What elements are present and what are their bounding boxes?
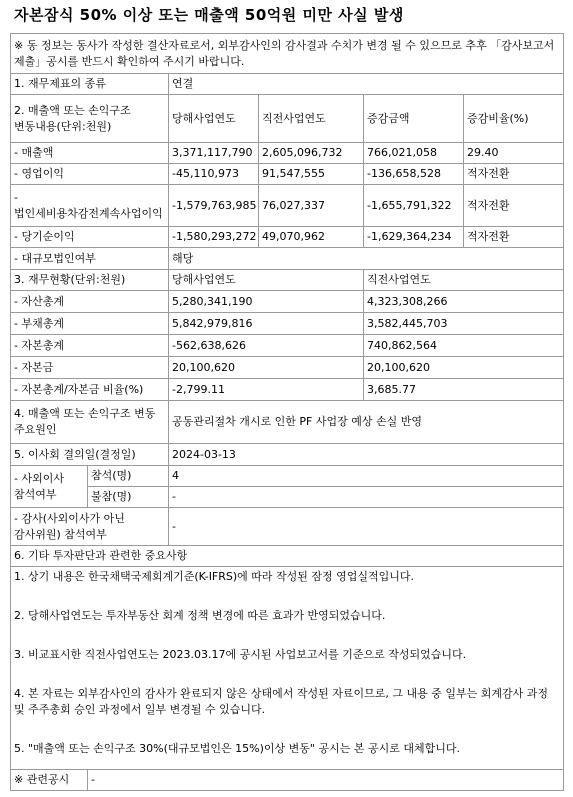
other-matters-item: 4. 본 자료는 외부감사인의 감사가 완료되지 않은 상태에서 작성된 자료이므로, 그 내용 중 일부는 회계감사 과정 및 주주총회 승인 과정에서 일부 변경될 수 있습니다. (14, 687, 548, 716)
cell-ratio: 29.40 (464, 143, 564, 164)
cell-current: 5,842,979,816 (169, 313, 364, 335)
financial-status-label: 3. 재무현황(단위:천원) (11, 270, 169, 291)
present-value: 4 (169, 466, 564, 487)
table-row (11, 313, 564, 335)
row-label: - 매출액 (11, 143, 169, 164)
cell-previous: 2,605,096,732 (259, 143, 364, 164)
cell-ratio: 적자전환 (464, 227, 564, 248)
table-row (11, 401, 564, 444)
table-row (11, 466, 564, 487)
table-row (11, 95, 564, 143)
cell-previous: 76,027,337 (259, 185, 364, 227)
col-header-current: 당해사업연도 (169, 95, 259, 143)
absent-label: 불참(명) (88, 487, 169, 508)
outside-director-label: - 사외이사 참석여부 (11, 466, 88, 508)
table-row (11, 143, 564, 164)
table-row (11, 567, 564, 770)
disclosure-table (10, 33, 564, 791)
related-disclosure-label: ※ 관련공시 (11, 770, 88, 791)
cell-current: -1,580,293,272 (169, 227, 259, 248)
col-header-previous: 직전사업연도 (364, 270, 564, 291)
table-row (11, 444, 564, 466)
notice-text: ※ 동 정보는 동사가 작성한 결산자료로서, 외부감사인의 감사결과 수치가 변경 될 수 있으므로 추후 「감사보고서 제출」공시를 반드시 확인하여 주시기 바랍니다. (11, 34, 564, 74)
change-cause-value: 공동관리절차 개시로 인한 PF 사업장 예상 손실 반영 (169, 401, 564, 444)
table-row (11, 164, 564, 185)
row-label: - 당기순이익 (11, 227, 169, 248)
cell-previous: 740,862,564 (364, 335, 564, 357)
cell-previous: 4,323,308,266 (364, 291, 564, 313)
col-header-diff: 증감금액 (364, 95, 464, 143)
cell-previous: 20,100,620 (364, 357, 564, 379)
cell-current: -1,579,763,985 (169, 185, 259, 227)
table-row (11, 291, 564, 313)
fs-type-value: 연결 (169, 74, 564, 95)
cell-ratio: 적자전환 (464, 185, 564, 227)
table-row (11, 379, 564, 401)
table-row (11, 508, 564, 546)
col-header-current: 당해사업연도 (169, 270, 364, 291)
table-row (11, 335, 564, 357)
fs-type-label: 1. 재무제표의 종류 (11, 74, 169, 95)
auditor-label: - 감사(사외이사가 아닌 감사위원) 참석여부 (11, 508, 169, 546)
row-label: - 자본총계 (11, 335, 169, 357)
table-row (11, 546, 564, 567)
page-title: 자본잠식 50% 이상 또는 매출액 50억원 미만 사실 발생 (14, 6, 404, 24)
cell-previous: 49,070,962 (259, 227, 364, 248)
col-header-previous: 직전사업연도 (259, 95, 364, 143)
cell-current: 5,280,341,190 (169, 291, 364, 313)
row-label: - 부채총계 (11, 313, 169, 335)
other-matters-body (11, 567, 564, 770)
cell-previous: 3,685.77 (364, 379, 564, 401)
absent-value: - (169, 487, 564, 508)
other-matters-item: 2. 당해사업연도는 투자부동산 회계 정책 변경에 따른 효과가 반영되었습니다. (14, 609, 386, 622)
change-cause-label: 4. 매출액 또는 손익구조 변동 주요원인 (11, 401, 169, 444)
cell-diff: -1,655,791,322 (364, 185, 464, 227)
auditor-value: - (169, 508, 564, 546)
table-row (11, 270, 564, 291)
cell-current: 20,100,620 (169, 357, 364, 379)
other-matters-item: 3. 비교표시한 직전사업연도는 2023.03.17에 공시된 사업보고서를 기준으로 작성되었습니다. (14, 648, 467, 661)
board-date-value: 2024-03-13 (169, 444, 564, 466)
cell-diff: 766,021,058 (364, 143, 464, 164)
related-disclosure-value: - (88, 770, 564, 791)
cell-current: -2,799.11 (169, 379, 364, 401)
row-label: - 자본금 (11, 357, 169, 379)
table-row (11, 770, 564, 791)
cell-current: -562,638,626 (169, 335, 364, 357)
table-row (11, 357, 564, 379)
cell-previous: 91,547,555 (259, 164, 364, 185)
other-matters-label: 6. 기타 투자판단과 관련한 중요사항 (11, 546, 564, 567)
cell-ratio: 적자전환 (464, 164, 564, 185)
table-row (11, 185, 564, 227)
cell-current: 3,371,117,790 (169, 143, 259, 164)
cell-diff: -1,629,364,234 (364, 227, 464, 248)
table-row (11, 74, 564, 95)
large-corp-label: - 대규모법인여부 (11, 248, 169, 270)
present-label: 참석(명) (88, 466, 169, 487)
other-matters-item: 5. "매출액 또는 손익구조 30%(대규모법인은 15%)이상 변동" 공시는 본 공시로 대체합니다. (14, 742, 460, 755)
table-row (11, 227, 564, 248)
other-matters-item: 1. 상기 내용은 한국채택국제회계기준(K-IFRS)에 따라 작성된 잠정 영업실적입니다. (14, 570, 415, 583)
sales-change-label: 2. 매출액 또는 손익구조 변동내용(단위:천원) (11, 95, 169, 143)
row-label: - 자본총계/자본금 비율(%) (11, 379, 169, 401)
col-header-ratio: 증감비율(%) (464, 95, 564, 143)
cell-current: -45,110,973 (169, 164, 259, 185)
row-label: - 법인세비용차감전계속사업이익 (11, 185, 169, 227)
cell-previous: 3,582,445,703 (364, 313, 564, 335)
row-label: - 영업이익 (11, 164, 169, 185)
table-row (11, 487, 564, 508)
board-date-label: 5. 이사회 결의일(결정일) (11, 444, 169, 466)
cell-diff: -136,658,528 (364, 164, 464, 185)
large-corp-value: 해당 (169, 248, 564, 270)
table-row (11, 248, 564, 270)
row-label: - 자산총계 (11, 291, 169, 313)
notice-row (11, 34, 564, 74)
